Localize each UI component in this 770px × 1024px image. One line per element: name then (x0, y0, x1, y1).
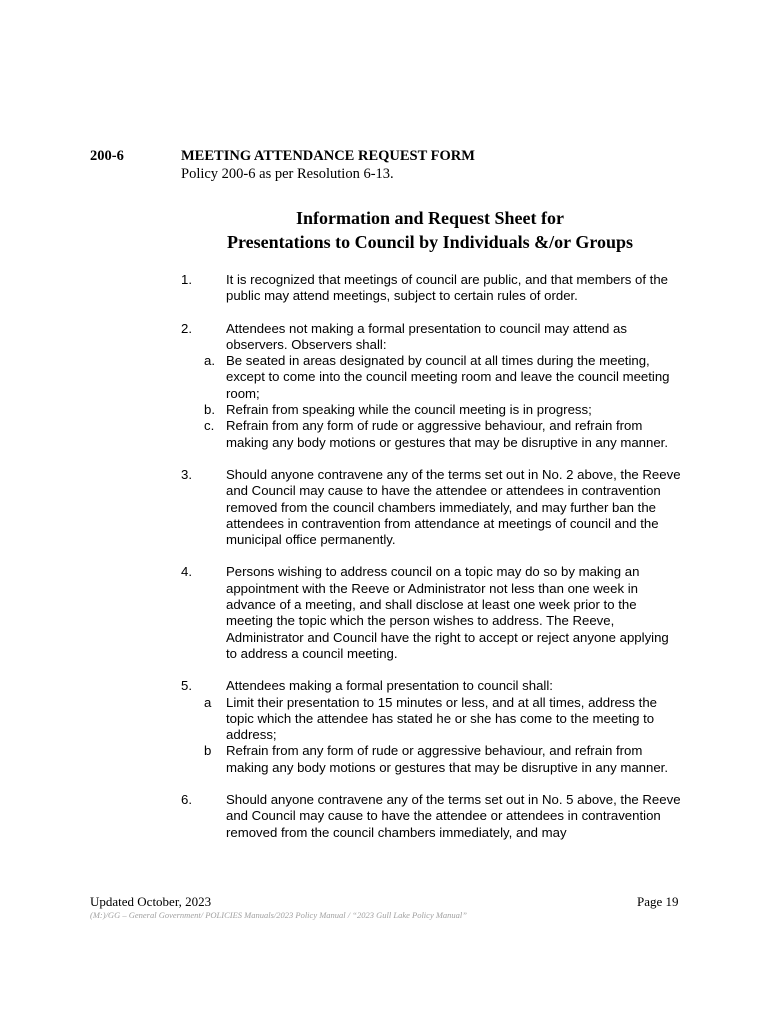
item-text: Attendees not making a formal presentation to council may attend as observers. Observers shall: (226, 320, 627, 352)
item-number: 2. (181, 320, 192, 336)
item-number: 4. (181, 564, 192, 580)
item-text: Should anyone contravene any of the terms set out in No. 2 above, the Reeve and Council may cause to have the attendee or attendees in contravention removed from the council chambers immediately, and may further ban the attendees in contravention from attendance at meetings of council and the municipal office permanently. (226, 466, 681, 548)
sub-item-a (204, 353, 681, 402)
policy-item-6 (0, 792, 681, 841)
item-number: 1. (181, 272, 192, 287)
sheet-title (0, 206, 770, 254)
item-text: Should anyone contravene any of the terms set out in No. 5 above, the Reeve and Council may cause to have the attendee or attendees in contravention removed from the council chambers immediately, and may (226, 792, 681, 840)
form-title: MEETING ATTENDANCE REQUEST FORM (181, 148, 475, 164)
policy-item-4 (0, 564, 681, 662)
item-text: Attendees making a formal presentation to council shall: (226, 678, 553, 694)
policy-items-list (0, 272, 770, 857)
sub-item-b (204, 402, 681, 418)
item-text: Persons wishing to address council on a topic may do so by making an appointment with the Reeve or Administrator not less than one week in advance of a meeting, and shall disclose at least one week prior to the meeting the topic which the person wishes to address. The Reeve, Administrator and Council have the right to accept or reject anyone applying to address a council meeting. (226, 564, 669, 661)
sub-item-text: Be seated in areas designated by council at all times during the meeting, except to come into the council meeting room and leave the council meeting room; (226, 353, 670, 401)
sub-item-text: Refrain from any form of rude or aggressive behaviour, and refrain from making any body motions or gestures that may be disruptive in any manner. (226, 418, 669, 450)
sub-item-letter: c. (204, 418, 215, 434)
footer-file-path: (M:)/GG – General Government/ POLICIES Manuals/2023 Policy Manual / “2023 Gull Lake Policy Manual” (90, 910, 468, 920)
item-text: It is recognized that meetings of council are public, and that members of the public may attend meetings, subject to certain rules of order. (226, 272, 669, 304)
policy-reference: Policy 200-6 as per Resolution 6-13. (181, 166, 394, 182)
sub-item-letter: a. (204, 353, 215, 369)
sub-item-text: Refrain from speaking while the council meeting is in progress; (226, 402, 592, 418)
sub-item-letter: b (204, 743, 212, 759)
sub-item-text: Refrain from any form of rude or aggressive behaviour, and refrain from making any body motions or gestures that may be disruptive in any manner. (226, 743, 669, 775)
sub-item-a (204, 694, 681, 744)
policy-item-5 (0, 678, 681, 776)
policy-number: 200-6 (90, 148, 124, 164)
sub-item-text: Limit their presentation to 15 minutes or less, and at all times, address the topic which the attendee has stated he or she has come to the meeting to address; (226, 694, 658, 743)
sheet-title-line-1: Information and Request Sheet for (296, 208, 564, 228)
sub-item-c (204, 418, 681, 451)
sub-item-letter: a (204, 694, 212, 710)
item-number: 6. (181, 792, 192, 808)
item-number: 3. (181, 466, 192, 482)
sub-item-letter: b. (204, 402, 215, 418)
policy-item-1 (0, 272, 681, 305)
policy-item-3 (0, 467, 681, 548)
page-number: Page 19 (637, 894, 679, 909)
footer-updated-date: Updated October, 2023 (90, 894, 212, 909)
item-number: 5. (181, 678, 192, 694)
policy-item-2 (0, 321, 681, 451)
sheet-title-line-2: Presentations to Council by Individuals &/or Groups (226, 232, 634, 252)
sub-item-b (204, 743, 681, 776)
